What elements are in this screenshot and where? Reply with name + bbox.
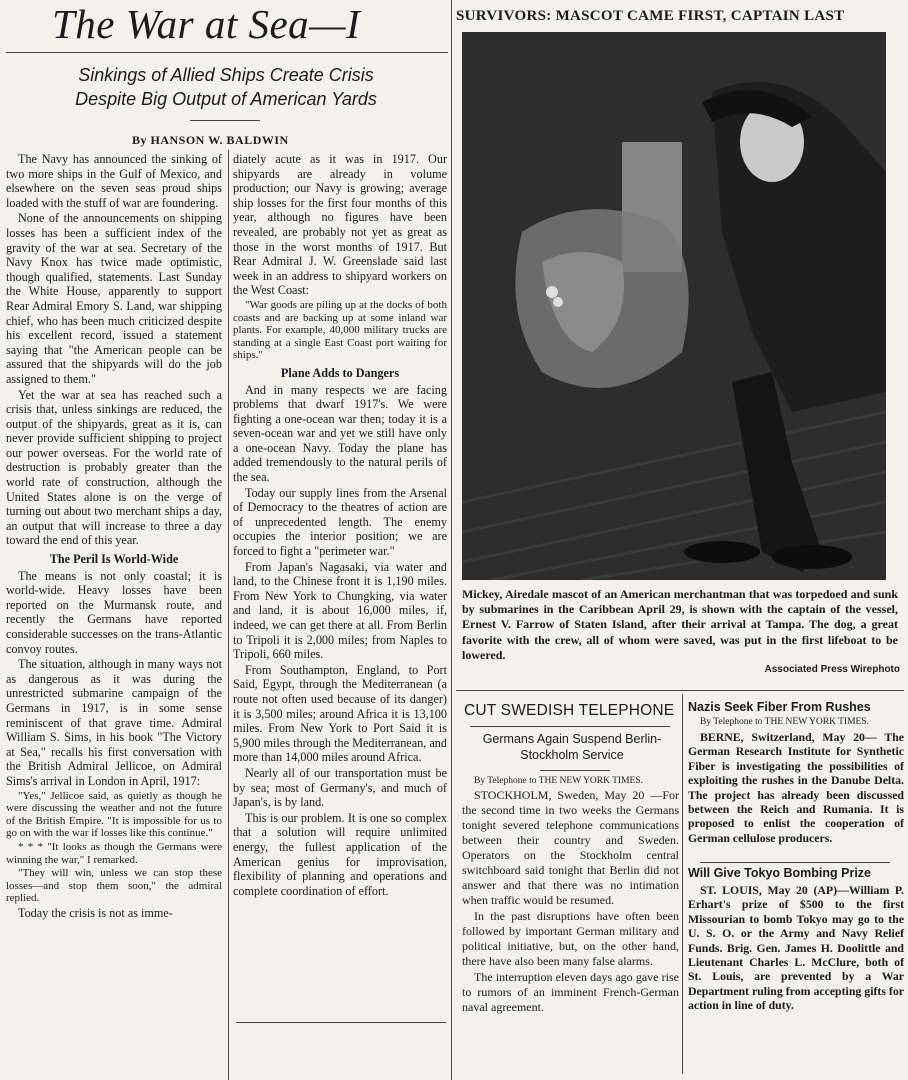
photo-credit: Associated Press Wirephoto bbox=[764, 664, 900, 675]
article-deck-line-1: Sinkings of Allied Ships Create Crisis bbox=[78, 65, 374, 85]
column-end-rule bbox=[236, 1022, 446, 1023]
nazis-article bbox=[688, 730, 904, 846]
deck-rule bbox=[540, 770, 610, 771]
subheading: The Peril Is World-Wide bbox=[49, 552, 179, 567]
tokyo-headline: Will Give Tokyo Bombing Prize bbox=[688, 866, 872, 880]
paragraph: The situation, although in many ways not as dangerous as it was during the unrestricted submarine campaign of the Germans in 1917, is in some sense reminiscent of that grave time. Admiral William S. Sims, in his book "The Victory at Sea," recalls his first conversation with the British Admiral Jellicoe, on Admiral Sims's arrival in London in April, 1917: bbox=[6, 657, 222, 788]
paragraph: The interruption eleven days ago gave rise to rumors of an imminent French-German naval agreement. bbox=[462, 970, 679, 1014]
nazis-byline: By Telephone to THE NEW YORK TIMES. bbox=[700, 717, 870, 727]
paragraph: In the past disruptions have often been followed by important German military and political initiative, but, on the other hand, there have also been many false alarms. bbox=[462, 909, 679, 968]
photo-headline: SURVIVORS: MASCOT CAME FIRST, CAPTAIN LAST bbox=[456, 8, 845, 24]
quote: * * * "It looks as though the Germans were winning the war," I remarked. bbox=[6, 840, 222, 866]
article-column-2 bbox=[233, 152, 447, 1018]
paragraph: From Southampton, England, to Port Said, Egypt, through the Mediterranean (a route not often used because of its danger) it is 3,500 miles; around Africa it is 13,100 miles. From New York to Port Said it is 5,900 miles through the Mediterranean, and more than 14,000 miles around Africa. bbox=[233, 662, 447, 765]
paragraph: ST. LOUIS, May 20 (AP)—William P. Erhart's prize of $500 to the first Missourian to bomb Tokyo may go to the U. S. O. or the Army and Navy Relief Funds. Brig. Gen. James H. Doolittle and Lieutenant Charles L. McClure, both of St. Louis, are prevented by a War Department ruling from accepting gifts for action in line of duty. bbox=[688, 883, 904, 1013]
photo-caption: Mickey, Airedale mascot of an American merchantman that was torpedoed and sunk by submarines in the Caribbean April 29, is shown with the captain of the vessel, Ernest V. Farrow of Staten Island, after their arrival at Tampa. The dog, a great favorite with the crew, all of whom were saved, was put in the first lifeboat to be lowered. bbox=[462, 587, 898, 662]
photo-survivors bbox=[462, 32, 886, 580]
paragraph: Yet the war at sea has reached such a crisis that, unless sinkings are reduced, the output of the shipyards, great as it is, can never provide sufficient shipping to project our power overseas. For the world rate of destruction is probably greater than the world rate of construction, although the United States alone is on the verge of turning out about two merchant ships a day, an output that will increase to three a day toward the end of this year. bbox=[6, 387, 222, 548]
paragraph: Nearly all of our transportation must be by sea; most of Germany's, and much of Japan's, is by land. bbox=[233, 765, 447, 810]
quote: "War goods are piling up at the docks of both coasts and are backing up at some inland war plants. For example, 40,000 military trucks are standing at a single East Coast port waiting for ships." bbox=[233, 298, 447, 362]
deck-rule bbox=[190, 120, 260, 121]
swedish-article bbox=[462, 788, 679, 1016]
swedish-deck: Germans Again Suspend Berlin-Stockholm Service bbox=[482, 732, 662, 762]
paragraph: From Japan's Nagasaki, via water and land, to the Chinese front it is 1,190 miles. From New York to Chungking, via water and land, it is about 16,000 miles, if, indeed, we can get there at all. From Berlin to Tripoli it is 2,000 miles; from Naples to Tripoli, 660 miles. bbox=[233, 559, 447, 662]
tokyo-article bbox=[688, 883, 904, 1014]
paragraph: And in many respects we are facing problems that dwarf 1917's. We were fighting a one-ocean war then; today it is a seven-ocean war and yet we still have only a one-ocean Navy. Today the plane has added tremendously to the natural perils of the sea. bbox=[233, 382, 447, 485]
subheading: Plane Adds to Dangers bbox=[280, 365, 400, 380]
paragraph: None of the announcements on shipping losses has been a sufficient index of the gravity of the war at sea. Secretary of the Navy Knox has twice made optimistic, though qualified, statements. Last Sunday the White House, apparently to support Rear Admiral Emory S. Land, war shipping chief, who has been much criticized despite his excellent record, issued a statement saying that "the American people can be assured that the shipyards will do the job assigned to them." bbox=[6, 211, 222, 386]
paragraph: STOCKHOLM, Sweden, May 20 —For the second time in two weeks the Germans tonight severed telephone communications between their country and Sweden. Operators on the Stockholm central switchboard said tonight that Berlin did not answer and that there was no intimation when traffic would be resumed. bbox=[462, 788, 679, 907]
headline-rule bbox=[700, 862, 890, 863]
paragraph: Today our supply lines from the Arsenal of Democracy to the theatres of action are of unprecedented length. The enemy occupies the interior position; we are forced to fight a "perimeter war." bbox=[233, 485, 447, 559]
quote: "Yes," Jellicoe said, as quietly as though he were discussing the weather and not the future of the British Empire. "It is impossible for us to go on with the war if losses like this continue." bbox=[6, 789, 222, 840]
article-title: The War at Sea—I bbox=[52, 1, 361, 47]
quote: "They will win, unless we can stop these losses—and stop them soon," the admiral replied. bbox=[6, 867, 222, 905]
article-byline: By HANSON W. BALDWIN bbox=[132, 133, 289, 147]
article-column-1 bbox=[6, 152, 222, 1080]
swedish-byline: By Telephone to THE NEW YORK TIMES. bbox=[474, 776, 644, 786]
section-rule bbox=[456, 690, 904, 691]
headline-rule bbox=[470, 726, 670, 727]
paragraph: This is our problem. It is one so complex that a solution will require unlimited energy, the fullest application of the American genius for improvisation, flexibility of planning and operations and complete coordination of effort. bbox=[233, 810, 447, 898]
swedish-headline: CUT SWEDISH TELEPHONE bbox=[464, 702, 675, 719]
column-rule bbox=[451, 0, 452, 1080]
nazis-headline: Nazis Seek Fiber From Rushes bbox=[688, 700, 871, 714]
paragraph: Today the crisis is not as imme- bbox=[18, 905, 173, 920]
photo-illustration bbox=[462, 32, 886, 580]
column-rule bbox=[228, 150, 229, 1080]
title-rule bbox=[6, 52, 448, 53]
paragraph: diately acute as it was in 1917. Our shipyards are already in volume production; our Navy is growing; average ship losses for the first four months of this year, although no figures have been revealed, are probably not yet as great as those in the worst months of 1917. But Rear Admiral J. W. Greenslade said last week in an address to shipyard workers on the West Coast: bbox=[233, 152, 447, 298]
paragraph: BERNE, Switzerland, May 20— The German Research Institute for Synthetic Fiber is investigating the possibilities of exploiting the rushes in the Danube Delta. The project has already been discussed between the Reich and Rumania. It is proposed to enlist the cooperation of German cellulose producers. bbox=[688, 730, 904, 845]
paragraph: The means is not only coastal; it is world-wide. Heavy losses have been reported on the Murmansk route, and recently the Germans have reported considerable successes on the trans-Atlantic convoy routes. bbox=[6, 568, 222, 656]
column-rule bbox=[682, 694, 683, 1074]
article-deck-line-2: Despite Big Output of American Yards bbox=[75, 89, 377, 109]
paragraph: The Navy has announced the sinking of two more ships in the Gulf of Mexico, and elsewhere on the seven seas proud ships loaded with the stuff of war are foundering. bbox=[6, 152, 222, 210]
